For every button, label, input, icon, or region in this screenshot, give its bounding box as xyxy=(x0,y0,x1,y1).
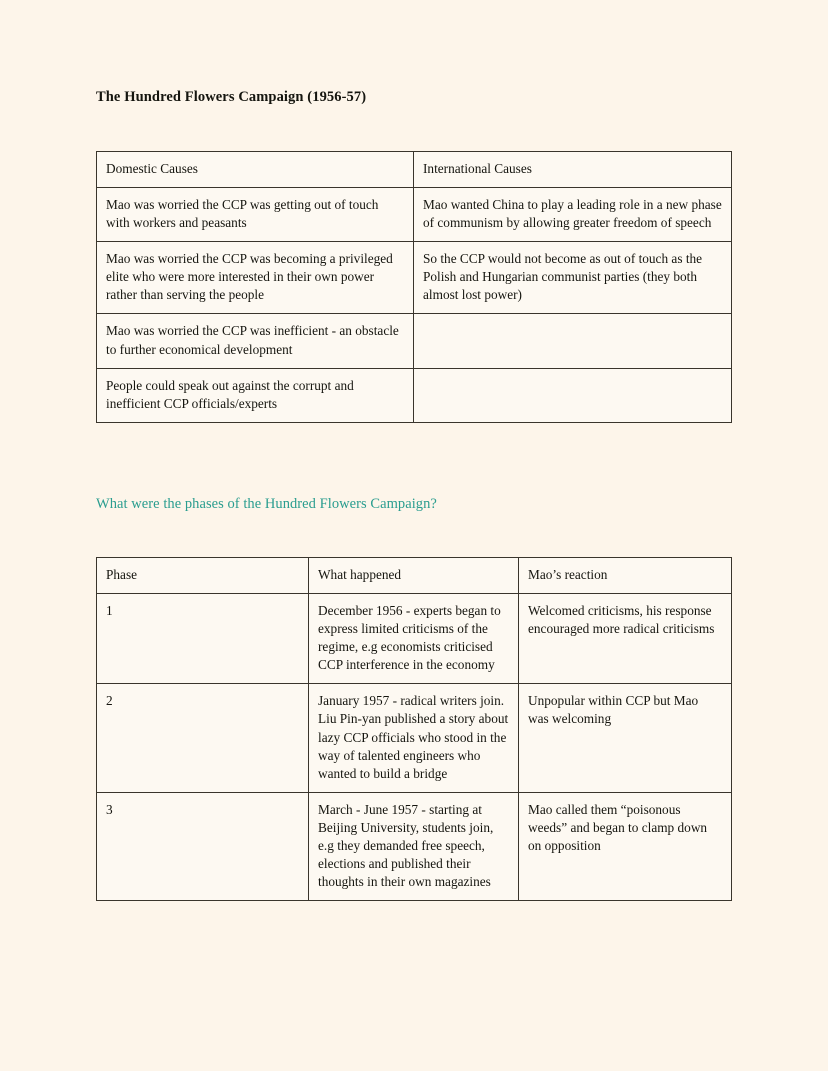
table-row xyxy=(97,684,732,792)
cell-phase-number-3: 3 xyxy=(97,792,309,900)
cell-international-cause-4 xyxy=(414,368,732,422)
page-title: The Hundred Flowers Campaign (1956-57) xyxy=(96,89,367,105)
cell-what-happened-3: March - June 1957 - starting at Beijing University, students join, e.g they demanded free speech, elections and published their thoughts in their own magazines xyxy=(309,792,519,900)
cell-mao-reaction-2: Unpopular within CCP but Mao was welcoming xyxy=(519,684,732,792)
table-header-row xyxy=(97,152,732,188)
phases-table xyxy=(96,557,732,901)
cell-what-happened-2: January 1957 - radical writers join. Liu Pin-yan published a story about lazy CCP officials who stood in the way of talented engineers who wanted to build a bridge xyxy=(309,684,519,792)
cell-phase-number-1: 1 xyxy=(97,594,309,684)
cell-phase-number-2: 2 xyxy=(97,684,309,792)
column-header-domestic-causes: Domestic Causes xyxy=(97,152,414,188)
table-row xyxy=(97,792,732,900)
section-heading-phases: What were the phases of the Hundred Flowers Campaign? xyxy=(96,496,437,512)
cell-international-cause-1: Mao wanted China to play a leading role in a new phase of communism by allowing greater freedom of speech xyxy=(414,188,732,242)
cell-domestic-cause-3: Mao was worried the CCP was inefficient - an obstacle to further economical development xyxy=(97,314,414,368)
table-header-row xyxy=(97,558,732,594)
column-header-phase: Phase xyxy=(97,558,309,594)
column-header-what-happened: What happened xyxy=(309,558,519,594)
table-row xyxy=(97,242,732,314)
cell-mao-reaction-1: Welcomed criticisms, his response encouraged more radical criticisms xyxy=(519,594,732,684)
cell-domestic-cause-2: Mao was worried the CCP was becoming a privileged elite who were more interested in their own power rather than serving the people xyxy=(97,242,414,314)
cell-international-cause-3 xyxy=(414,314,732,368)
table-row xyxy=(97,594,732,684)
table-row xyxy=(97,188,732,242)
column-header-international-causes: International Causes xyxy=(414,152,732,188)
cell-what-happened-1: December 1956 - experts began to express limited criticisms of the regime, e.g economists criticised CCP interference in the economy xyxy=(309,594,519,684)
cell-mao-reaction-3: Mao called them “poisonous weeds” and began to clamp down on opposition xyxy=(519,792,732,900)
table-row xyxy=(97,368,732,422)
cell-domestic-cause-4: People could speak out against the corrupt and inefficient CCP officials/experts xyxy=(97,368,414,422)
table-row xyxy=(97,314,732,368)
cell-international-cause-2: So the CCP would not become as out of touch as the Polish and Hungarian communist parties (they both almost lost power) xyxy=(414,242,732,314)
cell-domestic-cause-1: Mao was worried the CCP was getting out of touch with workers and peasants xyxy=(97,188,414,242)
causes-table xyxy=(96,151,732,423)
column-header-mao-reaction: Mao’s reaction xyxy=(519,558,732,594)
